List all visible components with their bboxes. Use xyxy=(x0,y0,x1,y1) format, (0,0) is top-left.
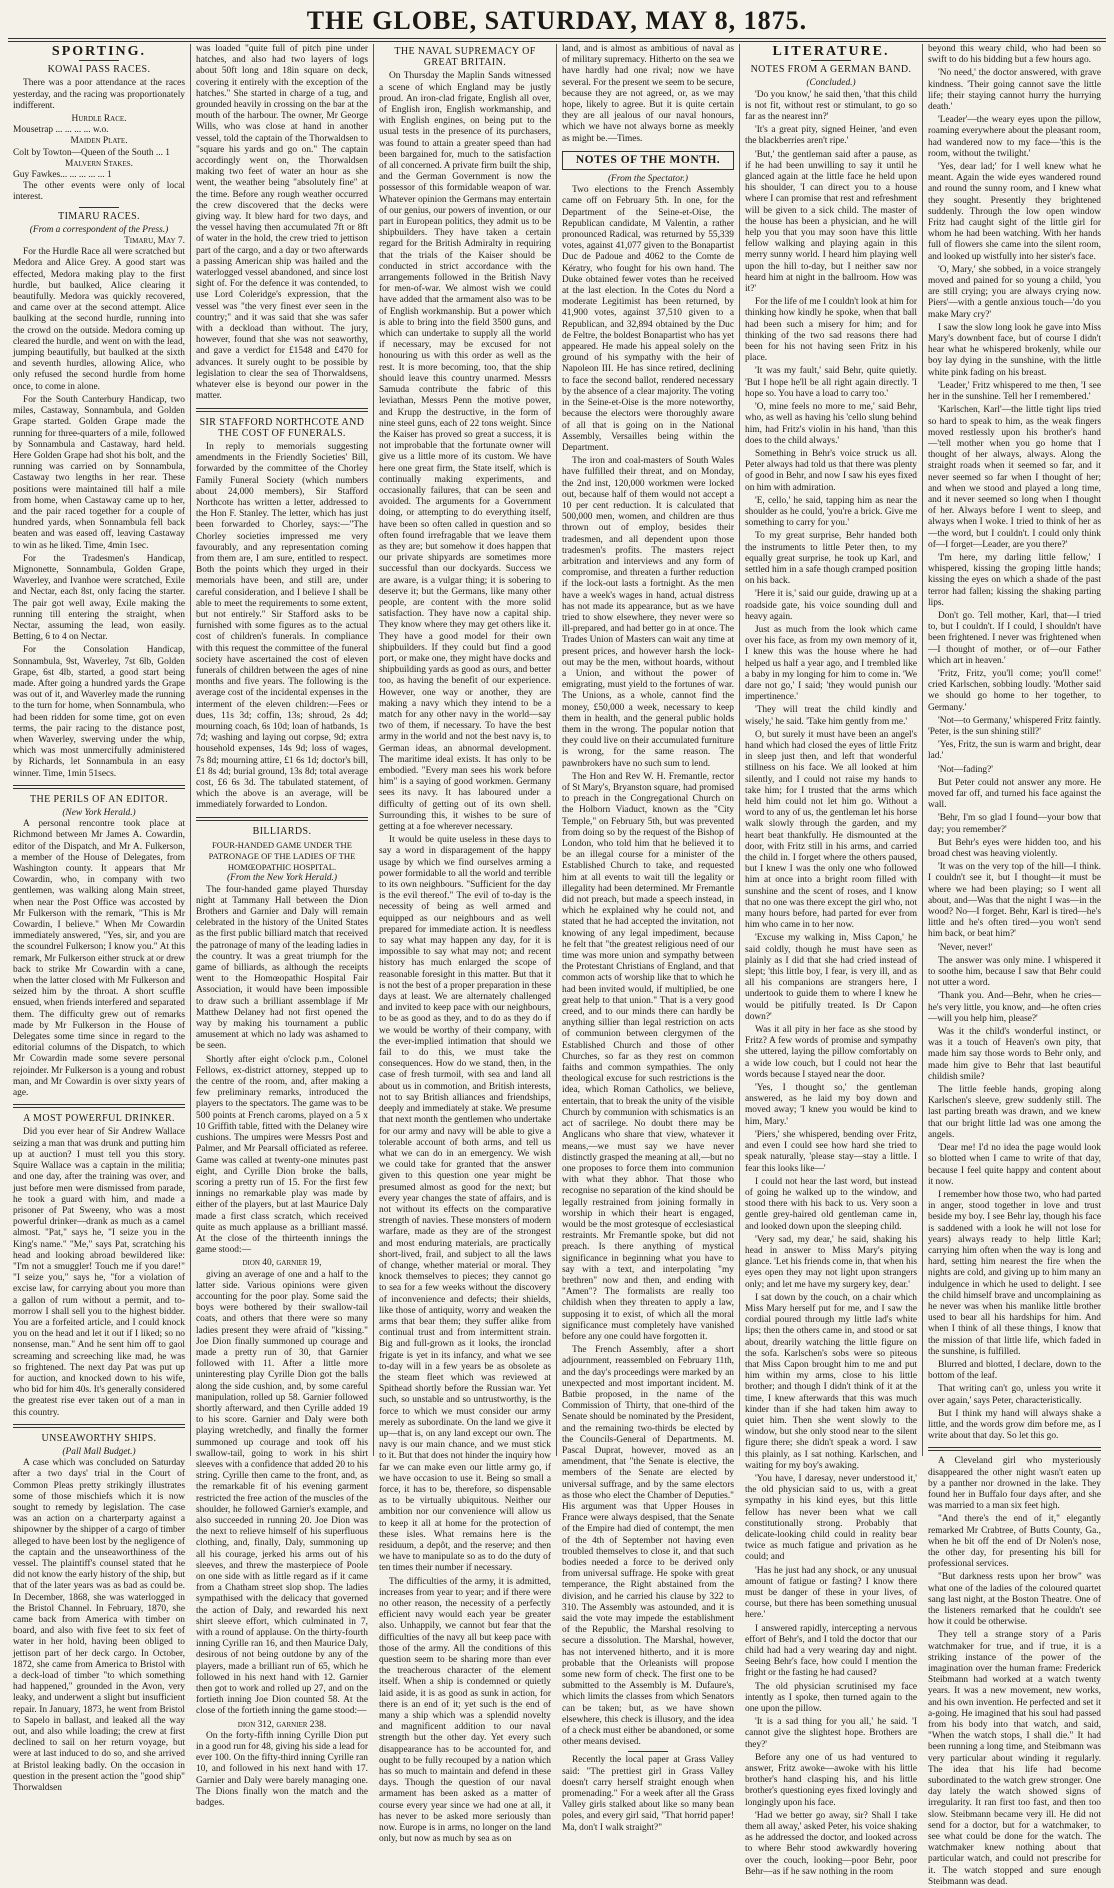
article-title-drinker: A MOST POWERFUL DRINKER. xyxy=(23,1113,175,1125)
article-paragraph: There was a poor attendance at the races yesterday, and the racing was proportionately indifferent. xyxy=(13,78,185,111)
article-paragraph: 'Not—fading?' xyxy=(938,764,993,775)
article-paragraph: I saw the slow long look he gave into Miss Mary's downbent face, but of course I didn't hear what he whispered brokenly, while our boy lay dying in the sunshine, with the little white pink fading on his breast. xyxy=(928,322,1101,378)
section-rule xyxy=(196,408,368,412)
section-rule xyxy=(196,817,368,821)
article-paragraph: A personal rencontre took place at Richmond between Mr James A. Cowardin, editor of the Dispatch, and Mr A. Fulkerson, a member of the House of Delegates, from Washington county. It appears that Mr Cowardin, who, in company with two gentlemen, was walking along Main street, when near the Post Office was accosted by Mr Fulkerson with the remark, "This is Mr Cowardin, I believe." When Mr Cowardin immediately answered, "Yes, sir, and you are the scoundrel Fulkerson; I know you." At this remark, Mr Fulkerson either struck at or drew back to strike Mr Cowardin with a cane, when the latter closed with Mr Fulkerson and seized him by the throat. A short scuffle ensued, when friends interfered and separated them. The difficulty grew out of remarks made by Mr Fulkerson in the House of Delegates some time since in regard to the editorial columns of the Dispatch, to which Mr Cowardin made some severe personal rejoinder. Mr Fulkerson is a young and robust man, and Mr Cowardin is over sixty years of age. xyxy=(13,819,185,1099)
article-paragraph: 'Had we better go away, sir? Shall I take them all away,' asked Peter, his voice shaking as he addressed the doctor, and looked across to where Behr stood awkwardly hovering over the couch, looking—poor Behr, poor Behr—as if he saw nothing in the room xyxy=(745,1810,917,1877)
column-3 xyxy=(374,44,557,1845)
article-paragraph: 'Very sad, my dear,' he said, shaking his head in answer to Miss Mary's pitying glance. 'Let his friends come in, that when his eyes open they may not light upon strangers only; and let me have my surgery key, dear.' xyxy=(745,1234,917,1290)
article-title-funerals: SIR STAFFORD NORTHCOTE AND THE COST OF FUNERALS. xyxy=(199,416,365,439)
article-paragraph: I remember how those two, who had parted in anger, stood together in love and trust beside my boy. I see Behr lay, though his face is saddened with a look he will not lose for years) always ready to help little Karl; carrying him often when the way is long and hard, setting him nearest the fire when the nights are cold, and giving up to him many an indulgence in which he used to delight. I see the child himself brave and uncomplaining as he never was when his manlike little brother used to bear all his hardships for him. And when I think of all these things, I know that the mission of that little life, which faded in the sunshine, is fulfilled. xyxy=(928,1189,1101,1357)
divider xyxy=(79,207,119,208)
article-paragraph: Was it the child's wonderful instinct, or was it a touch of Heaven's own pity, that made him say those words to Behr only, and made him give to Behr that last beautiful childish smile? xyxy=(928,1027,1101,1082)
article-paragraph: 'Leader'—the weary eyes upon the pillow, roaming everywhere about the pleasant room, had wandered now to my face—'this is the room, without the twilight.' xyxy=(928,115,1101,159)
article-paragraph: 'You have, I daresay, never understood it,' the old physician said to us, with a great sympathy in his kind eyes, but this little fellow has never been what we call constitutionally strong. Probably that delicate-looking child could in reality bear twice as much fatigue and privation as he could; and xyxy=(745,1473,917,1563)
section-rule xyxy=(928,1447,1101,1451)
article-paragraph: For the Consolation Handicap, Sonnambula, 9st, Waverley, 7st 6lb, Golden Grape, 6st 4lb, started, a good start being made. After going a hundred yards the Grape was out of it, and Waverley made the running to the turn for home, when Sonnambula, who had been ridden for some time, got on even terms, the pair racing to the distance post, when Waverley, swerving under the whip, which was most unmercifully administered by Richards, let Sonnambula in an easy winner. Time, 1min 51secs. xyxy=(13,645,185,779)
article-paragraph: For the Hurdle Race all were scratched but Medora and Alice Grey. A good start was effected, Medora making play to the first hurdle, but baulked, Alice clearing it beautifully. Medora was quickly recovered, and came over at the second attempt. Alice baulking at the second hurdle, running into the crowd on the outside. Medora coming up cleared the hurdle, and went on with the lead, jumping beautifully, but baulked at the sixth and seventh hurdles, allowing Alice, who only refused the second hurdle from home once, to come in alone. xyxy=(13,247,185,392)
article-paragraph: "And there's the end of it," elegantly remarked Mr Crabtree, of Butts County, Ga., when he bit off the end of Dr Nolen's nose, the other day, for presenting his bill for professional services. xyxy=(928,1514,1101,1570)
article-paragraph: The answer was only mine. I whispered it to soothe him, because I saw that Behr could not utter a word. xyxy=(928,955,1101,989)
article-paragraph: 'O, mine feels no more to me,' said Behr, who, as well as having his 'cello slung behind him, had Fritz's violin in his hand, 'than this does to the child always.' xyxy=(745,402,917,446)
article-paragraph: 'Never, never!' xyxy=(938,942,993,953)
article-source: (Pall Mall Budget.) xyxy=(62,1446,136,1457)
article-paragraph: 'Karlschen, Karl'—the little tight lips tried so hard to speak to him, as the weak fingers moved restlessly upon his brother's hand—'tell mother when you go home that I thought of her always, always. Along the straight roads when it seemed so far, and it never seemed so far when I thought of her; and when we stood and played a long time, and it never seemed so long when I thought of her. Always before I went to sleep, and always when I woke. I tried to think of her as—the word, but I couldn't. I could only think of—I forget—Leader, are you there?' xyxy=(928,405,1101,550)
race-heading: Hurdle Race. xyxy=(71,114,127,125)
section-title-sporting: SPORTING. xyxy=(51,44,147,59)
article-paragraph: Blurred and blotted, I declare, down to the bottom of the leaf. xyxy=(928,1359,1101,1382)
divider xyxy=(79,60,119,61)
article-paragraph: The other events were only of local interest. xyxy=(13,181,185,203)
article-paragraph: Two elections to the French Assembly came off on February 5th. In one, for the Department of the Seine-et-Oise, the Republican candidate, M Valentin, a rather pronounced Radical, was returned by 55,339 votes, against 41,077 given to the Bonapartist Duc de Padoue and 4062 to the Comte de Kératry, who fought for his own hand. The Duke obtained fewer votes than he received at the last election. In the Cotes du Nord a moderate Legitimist has been returned, by 41,900 votes, against 37,510 given to a Republican, and 32,894 obtained by the Duc de Feltre, the boldest Bonapartist who has yet appeared. He made his appeal solely on the ground of his sympathy with the heir of Napoleon III. He has since retired, declining to face the second ballot, rendered necessary by the absence of a clear majority. The voting in the Seine-et-Oise is the more noteworthy, because the electors were thoroughly aware of all that is going on in the National Assembly, Versailles being within the Department. xyxy=(562,185,734,453)
section-rule xyxy=(13,1104,185,1108)
article-paragraph: 'Piers,' she whispered, bending over Fritz, and even I could see how hard she tried to speak naturally, 'please stay—stay a little. I fear this looks like—' xyxy=(745,1129,917,1174)
article-paragraph: Shortly after eight o'clock p.m., Colonel Fellows, ex-district attorney, stepped up to the centre of the room, and, after making a few preliminary remarks, introduced the players to the spectators. The game was to be 500 points at French caroms, played on a 5 x 10 Griffith table, fitted with the Delaney wire cushions. The umpires were Messrs Post and Palmer, and Mr Pearsall officiated as referee. Game was called at twenty-one minutes past eight, and Cyrille Dion broke the balls, scoring a pretty run of 15. For the first few innings no remarkable play was made by either of the players, but at last Maurice Daly made a first class scratch, which received quite as much applause as a brilliant massé. At the close of the thirteenth innings the game stood:— xyxy=(196,1054,368,1256)
article-paragraph: "But darkness rests upon her brow" was what one of the ladies of the coloured quartet sang last night, at the Boston Theatre. One of the listeners remarked that he couldn't see how it could be otherwise. xyxy=(928,1572,1101,1628)
article-title-timaru: TIMARU RACES. xyxy=(58,210,140,222)
race-result: Colt by Towton—Queen of the South ... 1 xyxy=(13,147,170,158)
article-title-perils: THE PERILS OF AN EDITOR. xyxy=(29,793,169,805)
divider xyxy=(811,60,851,61)
article-paragraph: was loaded "quite full of pitch pine under hatches, and also had two layers of logs about 50ft long and 18in square on deck, covering it entirely with the exception of the hatches." She started in charge of a tug, and grounded heavily in crossing on the bar at the mouth of the harbour. The owner, Mr George Wills, who was close at hand in another vessel, told the captain of the Thorwaldsen to "square his yards and go on." The captain accordingly went on, the Thorwaldsen making two feet of water an hour as she went, the weather being "absolutely fine" at the time. Before any rough weather occurred the crew discovered that the decks were giving way. It blew hard for two days, and the vessel having then accumulated 7ft or 8ft of water in the hold, the crew tried to jettison part of the cargo, and a day or two afterwards a passing American ship was hailed and the waterlogged vessel abandoned, and since lost sight of. For the defence it was contended, to use Lord Coleridge's expression, that the vessel was "the very finest ever seen in the country;" and it was said that she was safer with a deckload than without. The jury, however, found that she was not seaworthy, and gave a verdict for £1548 and £470 for advances. It surely ought to be possible by legislation to clear the sea of Thorwaldsens, whatever else is beyond our power in the matter. xyxy=(196,44,368,402)
column-5 xyxy=(740,44,923,1877)
article-paragraph: 'It was on the very top of the hill—I think. I couldn't see it, but I thought—it must be where we had been playing; so I went all about, and—Was that the night I was—in the wood? No—I forget. Behr, Karl is tired—he's little and he's often tired—you won't send him back, or beat him?' xyxy=(928,862,1101,940)
article-paragraph: The little feeble hands, groping along Karlschen's sleeve, grew suddenly still. The last parting breath was drawn, and we knew that our bright little lad was one among the angels. xyxy=(928,1085,1101,1140)
article-paragraph: 'Has he just had any shock, or any unusual amount of fatigue or fasting? I know there must be danger of these in your lives, of course, but there has been something unusual here.' xyxy=(745,1565,917,1621)
article-paragraph: A Cleveland girl who mysteriously disappeared the other night wasn't eaten up by a panther nor drowned in the lake. They found her in Buffalo four days after, and she was married to a man six feet high. xyxy=(928,1456,1101,1512)
article-paragraph: On the forty-fifth inning Cyrille Dion put in a good run for 48, giving his side a lead for ever 100. On the fifty-third inning Cyrille ran 10, and followed in his next hand with 17. Garnier and Daly were barely managing one. The Dions finally won the match and the badges. xyxy=(196,1730,368,1809)
race-result: Mousetrap ... ... ... ... w.o. xyxy=(13,125,109,136)
article-paragraph: Recently the local paper at Grass Valley said: "The prettiest girl in Grass Valley doesn't carry herself straight enough when promenading." For a week after all the Grass Valley girls stalked about like so many bean poles, and every girl said, "That horrid paper! Ma, don't I walk straight?" xyxy=(562,1755,734,1833)
article-paragraph: 'E, cello,' he said, tapping him as near the shoulder as he could, 'you're a brick. Give me something to carry for you.' xyxy=(745,495,917,529)
article-paragraph: 'Yes, I thought so,' the gentleman answered, as he laid my boy down and moved away; 'I knew you would be kind to him, Mary.' xyxy=(745,1083,917,1127)
article-paragraph: 'Not—to Germany,' whispered Fritz faintly. 'Peter, is the sun shining still?' xyxy=(928,715,1101,737)
article-paragraph: 'Excuse my walking in, Miss Capon,' he said coldly, though he must have seen as plainly as I did that she had cried instead of slept; 'this little boy, I fear, is very ill, and as all his companions are strangers here, I undertook to guide them to where I knew he would be pitifully treated. Is Dr Capon down?' xyxy=(745,933,917,1022)
article-paragraph: 'Do you know,' he said then, 'that this child is not fit, without rest or stimulant, to go so far as the nearest inn?' xyxy=(745,89,917,123)
article-paragraph: 'It was my fault,' said Behr, quite quietly. 'But I hope he'll be all right again directly. 'I hope so. You have a load to carry too.' xyxy=(745,366,917,399)
article-title-ships: UNSEAWORTHY SHIPS. xyxy=(41,1432,157,1444)
article-paragraph: 'O, Mary,' she sobbed, in a voice strangely moved and pained for so young a child, 'you are still crying; you are always crying now. Piers'—with a gentle anxious touch—'do you make Mary cry?' xyxy=(928,264,1101,320)
article-paragraph: 'Dear me! I'd no idea the page would look so blotted when I came to write of that day, because I feel quite happy and content about it now. xyxy=(928,1143,1101,1187)
column-6 xyxy=(923,44,1106,1887)
article-paragraph: 'They will treat the child kindly and wisely,' he said. 'Take him gently from me.' xyxy=(745,705,917,727)
divider xyxy=(628,1751,668,1752)
race-heading: Maiden Plate. xyxy=(70,136,128,147)
article-paragraph: I sat down by the couch, on a chair which Miss Mary herself put for me, and I saw the cordial poured through my little lad's white lips; then the others came in, and stood or sat about, drearily watching the little figure on the sofa. Karlschen's sobs were so piteous that Miss Capon brought him to me and put him within my arms, close to his little brother; and though I didn't think of it at the time, I knew afterwards that this was much kinder than if she had taken him away to quiet him. Then she went slowly to the window, but she only stood near to the silent figure there; she didn't speak a word. I saw this plainly, as I sat nothing. Karlschen, and waiting for my boy's awaking. xyxy=(745,1292,917,1471)
masthead-rule xyxy=(8,38,1106,39)
score-line: dion 312, garnier 238. xyxy=(237,1719,327,1730)
article-title-german-band: NOTES FROM A GERMAN BAND. xyxy=(750,64,912,76)
article-paragraph: The difficulties of the army, it is admitted, increases from year to year; and if there were no other reason, the necessity of a perfectly efficient navy would each year be greater also. Unhappily, we cannot but fear that the difficulties of the navy all but keep pace with those of the army. All the conditions of this question seem to be sharing more than ever the treacherous character of the element itself. When a ship is condemned or quietly laid aside, it is as good as sunk in action, for there is an end of it; yet such is the end of many a ship which was a splendid novelty and magnificent addition to our naval strength but the other day. Yet every such disappearance has to be accounted for, and ought to be fully recouped by a nation which has so much to maintain and defend in these days. Though the question of our naval armament has been asked as a matter of course every year since we had one at all, it has never to be asked more seriously than now. Europe is in arms, no longer on the land only, but now as much by sea as on xyxy=(379,1576,551,1845)
article-paragraph: The four-handed game played Thursday night at Tammany Hall between the Dion Brothers and Garnier and Daly will remain celebrated in the history of the United States as the first public billiard match that received the patronage of many of the leading ladies in the country. It was a great triumph for the game of billiards, as although the receipts went to the Homœopathic Hospital Fair Association, it would have been impossible to draw such a brilliant assemblage if Mr Matthew Delaney had not first opened the way by making his tournament a public amusement at which no lady was ashamed to be seen. xyxy=(196,884,368,1052)
article-title-naval: THE NAVAL SUPREMACY OF GREAT BRITAIN. xyxy=(394,46,536,69)
article-paragraph: In reply to memorials suggesting amendments in the Friendly Societies' Bill, forwarded by the committee of the Chorley Family Funeral Society (which numbers about 24,000 members), Sir Stafford Northcote has written a letter, addressed to the Hon F. Stanley. The letter, which has just been forwarded to Chorley, says:—"The Chorley societies impressed me very favourably, and any representation coming from them are, I am sure, entitled to respect. Both the points which they urged in their memorials have been, and still are, under careful consideration, and I believe I shall be able to meet the requirements to some extent, but not entirely." Sir Stafford asks to be furnished with some figures as to the actual cost of children's funerals. In compliance with this request the committee of the funeral society have ascertained the cost of eleven funerals of children between the ages of nine months and five years. The following is the average cost of the incidental expenses in the interment of the eleven children:—Fees or dues, 11s 3d; coffin, 13s; shroud, 2s 4d; mourning coach, 6s 10d; loan of hatbands, 1s 7d; washing and laying out corpse, 9d; extra household expenses, 14s 9d; loss of wages, 7s 8d; mourning attire, £1 6s 1d; doctor's bill, £1 8s 4d; burial ground, 13s 8d; total average cost, £6 6s 3d. The tabulated statement, of which the above is an average, will be immediately forwarded to London. xyxy=(196,441,368,811)
article-paragraph: land, and is almost as ambitious of naval as of military supremacy. Hitherto on the sea we have hardly had one rival; now we have several. For the present we seem to be secure, because they are not agreed, or, as we may hope, likely to agree. But it is quite certain they are all jealous of our naval honours, which we have not always borne as meekly as might be.—Times. xyxy=(562,44,734,144)
article-source: (From the New York Herald.) xyxy=(227,873,337,884)
article-source: (From a correspondent of the Press.) xyxy=(29,224,169,235)
masthead: THE GLOBE, SATURDAY, MAY 8, 1875. xyxy=(306,6,808,35)
article-paragraph: Did you ever hear of Sir Andrew Wallace seizing a man that was drunk and putting him up at auction? I must tell you this story. Squire Wallace was a captain in the militia; and one day, after the training was over, and just before men were dismissed from parade, he took a guard with him, and made a prisoner of Pat Sweeny, who was a most powerful drinker—drank as much as a camel almost. "Pat," says he, "I seize you in the King's name." "Me," says Pat, scratching his head and looking abroad bewildered like: "I'm not a smuggler! Touch me if you dare!" "I seize you," says he, "for a violation of excise law, for carrying about you more than a gallon of rum without a permit, and to-morrow I shall sell you to the highest bidder. You are a forfeited article, and I could knock you on the head and let it out if I liked; so no nonsense, man." And he sent him off to gaol screaming and screeching like mad, he was so frightened. The next day Pat was put up for auction, and knocked down to his wife, who bid for him 40s. It's generally considered the greatest rise ever taken out of a man in this country. xyxy=(13,1127,185,1418)
article-paragraph: beyond this weary child, who had been so swift to do his bidding but a few hours ago. xyxy=(928,44,1101,66)
article-paragraph: 'Behr, I'm so glad I found—your bow that day; you remember?' xyxy=(928,813,1101,835)
score-line: dion 40, garnier 19, xyxy=(242,1258,322,1269)
article-paragraph: Was it all pity in her face as she stood by Fritz? A few words of promise and sympathy she uttered, laying the pillow comfortably on a wide low couch, but I could not hear the words because I stayed near the door. xyxy=(745,1025,917,1080)
article-source: (New York Herald.) xyxy=(62,808,136,818)
article-paragraph: 'Thank you. And—Behr, when he cries—he's very little, you know, and—he often cries—will you help him, please?' xyxy=(928,991,1101,1024)
article-note: (Concluded.) xyxy=(806,78,856,89)
section-rule xyxy=(13,785,185,789)
article-paragraph: For the life of me I couldn't look at him for thinking how kindly he spoke, when that ball had been such a misery for him; and for thinking of the two sad reasons there had been for his not having seen Fritz in his place. xyxy=(745,297,917,364)
article-paragraph: I answered rapidly, intercepting a nervous effort of Behr's, and I told the doctor that our child had had a very wearing day and night. Seeing Behr's face, how could I mention the fright or the fasting he had caused? xyxy=(745,1623,917,1679)
article-paragraph: Just as much from the look which came over his face, as from my own memory of it, I knew this was the house where he had helped us half a year ago, and I trembled like a baby in my longing for him to come in. 'We dare not go,' I said; 'they would punish our impertinence.' xyxy=(745,624,917,703)
article-paragraph: 'Yes, Fritz, the sun is warm and bright, dear lad.' xyxy=(928,740,1101,762)
article-paragraph: A case which was concluded on Saturday after a two days' trial in the Court of Common Pleas pretty strikingly illustrates some of those mischiefs which it is now sought to remedy by legislation. The case was an action on a charterparty against a shipowner by the shipper of a cargo of timber alleged to have been lost by the negligence of the captain and the unseaworthiness of the vessel. The plaintiff's counsel stated that he did not know the early history of the ship, but that of the later years was as bad as could be. In December, 1868, she was waterlogged in the Bristol Channel. In February, 1870, she came back from America with timber on board, and also with five feet to six feet of water in her hold, having been obliged to jettison part of her deck cargo. In October, 1872, she came from America to Bristol with a deck-load of timber "to which something had happened," grounded in the Avon, very leaky, and underwent a slight but insufficient repair. In January, 1873, he went from Bristol to Sapelo in ballast, and leaked all the way out, and also while loading; the crew at first declined to sail on her return voyage, but were at last induced to do so, and she arrived at Bristol leaking badly. On the occasion in question in the present action the "good ship" Thorwaldsen xyxy=(13,1458,185,1794)
article-paragraph: giving an average of one and a half to the latter side. Various opinions were given accounting for the poor play. Some said the boys were bothered by their swallow-tail coats, and others that there were so many ladies present they were afraid of "kissing." Joe Dion finally summoned up courage and made a pretty run of 30, that Garnier followed with 11. After a little more uninteresting play Cyrille Dion got the balls along the side cushion, and, by some careful manipulation, rolled up 58. Garnier followed shortly afterward, and then Cyrille added 19 to his score. Garnier and Daly were both playing wretchedly, and finally the former summoned up courage and took off his swallow-tail, going to work in his shirt sleeves with a confidence that added 20 to his string. Cyrille then came to the front, and, as the remarkable fit of his evening garment restricted the free action of the muscles of the shoulder, he followed Garnier's example, and also succeeded in running 20. Joe Dion was the next to relieve himself of his superfluous clothing, and, finally, Daly, summoning up all his courage, jerked his arms out of his sleeves, and threw the masterpiece of Poole on one side with as little regard as if it came from a Chatham street slop shop. The ladies sympathised with the delicacy that governed the action of Daly, and rewarded his next shirt sleeve effort, which culminated in 7, with a round of applause. On the thirty-fourth inning Cyrille ran 16, and then Maurice Daly, desirous of not being outdone by any of the players, made a brilliant run of 65, which he followed in his next hand with 12. Garnier then got to work and rolled up 27, and on the fortieth inning Joe Dion counted 58. At the close of the fortieth inning the game stood:— xyxy=(196,1269,368,1717)
article-paragraph: For the South Canterbury Handicap, two miles, Castaway, Sonnambula, and Golden Grape started. Golden Grape made the running for three-quarters of a mile, followed by Sonnambula and Castaway, hard held. Here Golden Grape had shot his bolt, and the running was carried on by Sonnambula, Castaway two lengths in her rear. These positions were maintained till half a mile from home, when Castaway came up to her, and the pair raced together for a couple of hundred yards, when Sonnambula fell back beaten and was eased off, leaving Castaway to win as he liked. Time, 4min 1sec. xyxy=(13,394,185,551)
article-paragraph: But Behr's eyes were hidden too, and his broad chest was heaving violently. xyxy=(928,837,1101,860)
article-paragraph: 'Here it is,' said our guide, drawing up at a roadside gate, his voice sounding dull and heavy again. xyxy=(745,589,917,622)
article-title-kowai: KOWAI PASS RACES. xyxy=(47,64,151,76)
column-2 xyxy=(191,44,374,1809)
race-result: Guy Fawkes... ... ... ... ... 1 xyxy=(13,170,112,181)
article-paragraph: On Thursday the Maplin Sands witnessed a scene of which England may be justly proud. An iron-clad frigate, English all over, of English iron, English workmanship, and with English engines, on being put to the usual tests in the presence of its purchasers, was found to attain a greater speed than had been bargained for, much to the satisfaction of all concerned. A private firm built the ship, and the German Government is now the possessor of this formidable weapon of war. Whatever opinion the Germans may entertain of our genius, our powers of invention, or our part in European politics, they admit us to be shipbuilders. They have taken a certain regard for the British Admiralty in requiring that the trials of the Kaiser should be conducted in strict accordance with the arrangements followed in the British Navy for men-of-war. We almost wish we could have added that the armament also was to be of English workmanship. But a power which is able to bring into the field 3500 guns, and which can undertake to supply all the world if necessary, may be excused for not honouring us with this order as well as the rest. It is more becoming, too, that the ship should leave this country unarmed. Messrs Samuda contribute the fabric of this leviathan, Messrs Penn the motive power, and Krupp the destructive, in the form of nine steel guns, each of 22 tons weight. Since the Kaiser has proved so great a success, it is not improbable that the fortunate owner will give us a little more of its custom. We have here one great firm, the State itself, which is continually making experiments, and occasionally failures, that can be seen and avoided. The arguments for a Government doing, or attempting to do everything itself, have been so often called in question and so often found irrefragable that we leave them as they are; but somehow it does happen that our private shipyards are sometimes more successful than our dockyards. Success we are aware, is a vulgar thing; it is sobering to deserve it; but the Germans, like many other people, are content with the more solid satisfaction. They have now a capital ship. They know where they may get others like it. They have a good model for their own shipbuilders. If they could but find a good port, or make one, they might have docks and shipbuilding yards as good as ours, and better too, as having the benefit of our experience. However, one way or another, they are making a navy which they intend to be a match for any other navy in the world—say two of them, if necessary. To have the best army in the world and not the best navy is, to German ideas, an abnormal development. The maritime ideal exists. It has only to be embodied. "Every man sees his work before him" is a saying of good workmen. Germany sees its navy. It has laboured under a difficulty of getting out of its own shell. Surrounding this, it wishes to be sure of getting at a foe wherever necessary. xyxy=(379,71,551,833)
article-title-billiards: BILLIARDS. xyxy=(252,825,312,837)
article-paragraph: 'Yes, dear lad;' for I well knew what he meant. Again the wide eyes wandered round and round the sunny room, and I knew what they sought. Presently they brightened suddenly. Through the low open window Fritz had caught sight of the little girl for whom he had been watching. With her hands full of flowers she came into the silent room, and looked up wistfully into her sister's face. xyxy=(928,162,1101,262)
article-paragraph: O, but surely it must have been an angel's hand which had closed the eyes of little Fritz in sleep just then, and left that wonderful stillness on his face. We all looked at him silently, and I could not raise my hands to take him; for I trusted that the arms which held him could not let him go. Without a word to any of us, the gentleman let his horse walk slowly through the garden, and my heart beat thankfully. He dismounted at the door, with Fritz still in his arms, and carried the child in. I forget where the others paused, but I knew I was the only one who followed him at once into a bright room filled with sunshine and the scent of roses, and I know that no one was there except the girl who, not many hours before, had parted for ever from him who came in to her now. xyxy=(745,729,917,931)
article-paragraph: The French Assembly, after a short adjournment, reassembled on February 11th, and the day's proceedings were marked by an unexpected and most important incident. M. Batbie proposed, in the name of the Commission of Thirty, that one-third of the Senate should be nominated by the President, and the remaining two-thirds be elected by the Councils-General of Departments. M. Pascal Duprat, however, moved as an amendment, that "the Senate is elective, the members of the Senate are elected by universal suffrage, and by the same electors as those who elect the Chamber of Deputies." His argument was that Upper Houses in France were always despised, that the Senate of the Empire had died of contempt, the men of the 4th of September not having even troubled themselves to close it, and that such bodies needed a force to be derived only from universal suffrage. He spoke with great temperance, the Right abstained from the division, and he carried his clause by 322 to 310. The Assembly was astounded, and it is said the vote may impede the establishment of the Republic, the Marshal resolving to secure a dissolution. The Marshal, however, has not intervened hitherto, and it is more probable that the Orleanists will propose some new form of check. The first one to be submitted to the Assembly is M. Dufaure's, which limits the classes from which Senators can be taken; but, as we have shown elsewhere, this check is illusory, and the idea of a check must either be abandoned, or some other means devised. xyxy=(562,1345,734,1748)
masthead-rule-lower xyxy=(8,41,1106,42)
article-paragraph: Something in Behr's voice struck us all. Peter always had told us that there was plenty of good in Behr, and now I saw his eyes fixed on him with admiration. xyxy=(745,448,917,493)
article-paragraph: But I think my hand will always shake a little, and the words grow dim before me, as I write about that day. So let this go. xyxy=(928,1408,1101,1442)
article-paragraph: 'No need,' the doctor answered, with grave kindness. 'Their going cannot save the little life; their staying cannot hurry the hurrying death.' xyxy=(928,68,1101,113)
article-paragraph: The Hon and Rev W. H. Fremantle, rector of St Mary's, Bryanston square, had promised to preach in the Congregational Church on the Holborn Viaduct, known as the "City Temple," on February 5th, but was prevented from doing so by the request of the Bishop of London, who told him that he believed it to be an illegal course for a minister of the Established Church to take, and requested him at all events to wait till the legality or illegality had been determined. Mr Fremantle did not preach, but made a speech instead, in which he explained why he could not, and stated that he had accepted the invitation, not knowing of any legal impediment, because he felt that "the greatest religious need of our time was more union and sympathy between the Protestant Christians of England, and that common acts of worship like that to which he had been invited would, if multiplied, be one great help to that union." That is a very good creed, and to our minds there can hardly be anything sillier than legal restriction on acts of communion between clergymen of the Established Church and those of other Churches, so far as they rest on common faiths and common sympathies. The only theological excuse for such restrictions is the idea, which Roman Catholics, we believe, entertain, that to break the unity of the visible Church by communion with schismatics is an act of sacrilege. No doubt there may be Anglicans who share that view, whatever it means,—we must say we have never distinctly grasped the meaning at all,—but no one proposes to force them into communion with what they abhor. That those who recognise no separation of the kind should be legally restrained from joining formally in worship in which their heart is engaged, would be the most grotesque of ecclesiastical restraints. Mr Fremantle spoke, but did not preach. Is there anything of mystical significance in beginning what you have to say with a text, and interpolating "my brethren" now and then, and ending with "Amen"? The formalists are really too childish when they threaten to apply a law, supposing it to exist, of which all the moral significance must completely have vanished before any one could have forgotten it. xyxy=(562,771,734,1342)
article-paragraph: 'Leader,' Fritz whispered to me then, 'I see her in the sunshine. Tell her I remembered.' xyxy=(928,380,1101,403)
article-paragraph: Before any one of us had ventured to answer, Fritz awoke—awoke with his little brother's hand clasping his, and his little brother's questioning eyes fixed lovingly and longingly upon his face. xyxy=(745,1752,917,1808)
article-paragraph: But Peter could not answer any more. He moved far off, and turned his face against the wall. xyxy=(928,777,1101,811)
section-rule xyxy=(13,1424,185,1428)
article-paragraph: To my great surprise, Behr handed both the instruments to little Peter then, to my equally great surprise, he took up Karl, and settled him in a safe though cramped position on his back. xyxy=(745,531,917,587)
notes-title-box xyxy=(562,151,734,170)
section-title-literature: LITERATURE. xyxy=(772,44,890,59)
article-paragraph: The old physician scrutinised my face intently as I spoke, then turned again to the one upon the pillow. xyxy=(745,1681,917,1715)
section-title-notes: NOTES OF THE MONTH. xyxy=(575,153,721,166)
article-paragraph: 'It's a great pity, signed Heiner, 'and even the blackberries aren't ripe.' xyxy=(745,125,917,147)
article-paragraph: 'Fritz, Fritz, you'll come; you'll come!' cried Karlschen, sobbing loudly. 'Mother said we should go home to her together, to Germany.' xyxy=(928,668,1101,713)
article-paragraph: 'But,' the gentleman said after a pause, as if he had been unwilling to say it until he glanced again at the little face he held upon his shoulder, 'I can direct you to a house where I can promise that rest and refreshment will be given to a sick child. The master of the house has been a physician, and he will help you that you may soon have this little fellow walking and playing again in this merry sunny world. I heard him playing well upon the hill to-day, but I neither saw nor heard him at night in the ballroom. How was it?' xyxy=(745,149,917,295)
article-subtitle: FOUR-HANDED GAME UNDER THE PATRONAGE OF THE LADIES OF THE HOMŒOPATHIC HOSPITAL. xyxy=(208,839,356,873)
article-paragraph: They tell a strange story of a Paris watchmaker for true, and if true, it is a striking instance of the power of the imagination over the human frame: Frederick Steibmann had worked at a watch twenty years. It was a new movement, new works, and his own invention. He perfected and set it a-going. He imagined that his soul had passed from his body into that watch, and said, "When the watch stops, I shall die." It had been running a long time, and Steibmann was very particular about winding it regularly. The idea that his life had become subordinated to the watch grew stronger. One day lately the watch showed signs of irregularity. It ran first too fast, and then too slow. Steibmann became very ill. He did not send for a doctor, but for a watchmaker, to see what could be done for the watch. The watchmaker knew nothing about that particular watch, and could not prescribe for it. The watch stopped and sure enough Steibmann was dead. xyxy=(928,1630,1101,1887)
columns xyxy=(8,44,1106,1887)
article-paragraph: It would be quite useless in these days to say a word in disparagement of the happy usage by which we find ourselves arming a power formidable to all the world and terrible to its own neighbours. "Sufficient for the day is the evil thereof." The evil of to-day is the necessity of being as well armed and equipped as our neighbours and as well prepared for immediate action. It is needless to say what may happen any day, for it is impossible to say what may not; and recent history has much enlarged the scope of reasonable foresight in this matter. But that it is not the best of a proper preparation in these days at least. We are alternately challenged and invited to keep pace with our neighbours, to be as good as they, and to do as they do if we would be worthy of their company, with the ever-implied intimation that should we fail to do this, we must take the consequences. How do we stand, then, in the case of fresh turmoil, with sea and land all about us in commotion, and British interests, not to say British alliances and friendships, deeply and immediately at stake. We presume that next month the gentlemen who undertake for our army and navy will be able to give a tolerable account of both arms, and tell us what we can do in an emergency. We wish we could take for granted that the answer given to this question one year might be presumed almost as good for the next; but every year changes the state of affairs, and is not without its effects on the comparative strength of navies. These monsters of modern warfare, made as they are of the strongest and most enduring materials, are practically short-lived, frail, and subject to all the laws of change, whether material or moral. They knock themselves to pieces; they cannot go to sea for a few weeks without the discovery of inconvenience and defects; their shields, like those of antiquity, worry and weaken the arms that bear them; they suffer alike from continual trust and from intermittent strain. Big and full-grown as it looks, the ironclad frigate is yet in its infancy, and what we see to-day will in a few years be as obsolete as the steam fleet which was reviewed at Spithead shortly before the Russian war. Yet such, so unstable and so untrustworthy, is the force to which we must consider our army merely as subordinate. On the land we give it up—that is, on any land except our own. The navy is our main chance, and we must stick to it. But that does not hinder the inquiry how far we can make even our little army go, if we have occasion to use it. Being so small a force, it has to be, therefore, so dispensable as to be virtually ubiquitous. Neither our ambition nor our convenience will allow us to keep it all at home for the protection of these isles. What remains here is the residuum, a depôt, and the reserve; and then we have to manipulate so as to do the duty of ten times their number if necessary. xyxy=(379,835,551,1574)
article-paragraph: 'I'm here, my darling little fellow,' I whispered, kissing the groping little hands; kissing the eyes on which a shade of the past terror had fallen; kissing the shaking parting lips. xyxy=(928,552,1101,608)
column-4 xyxy=(557,44,740,1833)
article-paragraph: 'It is a sad thing for you all,' he said. 'I cannot give the slightest hope. Brothers are they?' xyxy=(745,1717,917,1750)
column-1 xyxy=(8,44,191,1794)
article-paragraph: Don't go. Tell mother, Karl, that—I tried to, but I couldn't. If I could, I shouldn't have been frightened. I never was frightened when—I thought of mother, or of—our Father which art in heaven.' xyxy=(928,610,1101,666)
article-paragraph: That writing can't go, unless you write it over again,' says Peter, characteristically. xyxy=(928,1384,1101,1406)
article-source: (From the Spectator.) xyxy=(607,174,689,185)
race-heading: Malvern Stakes. xyxy=(65,158,133,169)
article-paragraph: For the Tradesmen's Handicap, Mignonette, Sonnambula, Golden Grape, Waverley, and Ivanhoe were scratched, Exile and Nectar, each 8st, only facing the starter. The pair got well away, Exile making the running till entering the straight, when Nectar, assuming the lead, won easily. Betting, 6 to 4 on Nectar. xyxy=(13,553,185,643)
dateline: Timaru, May 7. xyxy=(124,236,185,247)
article-paragraph: I could not hear the last word, but instead of going he walked up to the window, and stood there with his back to us. Very soon a gentle grey-haired old gentleman came in, and looked down upon the sleeping child. xyxy=(745,1176,917,1232)
article-paragraph: The iron and coal-masters of South Wales have fulfilled their threat, and on Monday, the 2nd inst, 120,000 workmen were locked out, because half of them would not accept a 10 per cent reduction. It is calculated that 500,000 men, women, and children are thus thrown out of employ, besides their tradesmen, and all dependent upon those tradesmen's profits. The masters reject arbitration and interviews and any form of compromise, and threaten a further reduction if the lock-out lasts a fortnight. As the men have a week's wages in hand, actual distress has not made its appearance, but as we have tried to show elsewhere, they never were so ill-prepared, and had better go in at once. The Trades Union of Masters can wait any time at present prices, and however harsh the lock-out may be the men, without hoards, without a Union, and without the power of emigrating, must yield to the fortunes of war. The Unions, as a whole, cannot find the money, £50,000 a week, necessary to keep them in health, and the general public holds them in the wrong. The popular notion that they could live on their accumulated furniture is wrong, for the same reason. The pawnbrokers have no such sum to lend. xyxy=(562,456,734,769)
